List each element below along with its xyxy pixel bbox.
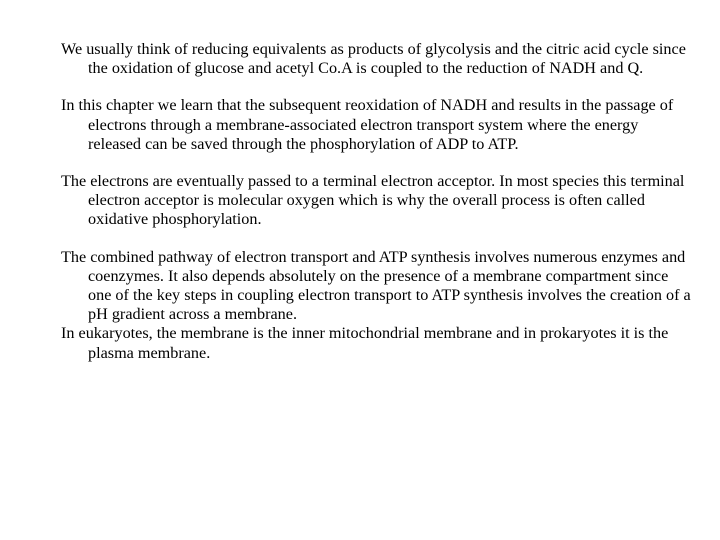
paragraph-combined-pathway: The combined pathway of electron transport and ATP synthesis involves numerous enzymes and coenzymes. It also depends absolutely on the presence of a membrane compartment since one of the key steps in coupling electron transport to ATP synthesis involves the creation of a pH gradient across a membrane. <box>61 247 691 324</box>
paragraph-reducing-equivalents: We usually think of reducing equivalents as products of glycolysis and the citric acid cycle since the oxidation of glucose and acetyl Co.A is coupled to the reduction of NADH and Q. <box>61 40 686 78</box>
slide-body <box>61 40 691 363</box>
paragraph-terminal-acceptor: The electrons are eventually passed to a terminal electron acceptor. In most species this terminal electron acceptor is molecular oxygen which is why the overall process is often called oxidative phosphorylation. <box>61 172 685 229</box>
paragraph-membrane-location: In eukaryotes, the membrane is the inner mitochondrial membrane and in prokaryotes it is the plasma membrane. <box>61 324 669 362</box>
paragraph-reoxidation: In this chapter we learn that the subsequent reoxidation of NADH and results in the passage of electrons through a membrane-associated electron transport system where the energy released can be saved through the phosphorylation of ADP to ATP. <box>61 96 674 153</box>
